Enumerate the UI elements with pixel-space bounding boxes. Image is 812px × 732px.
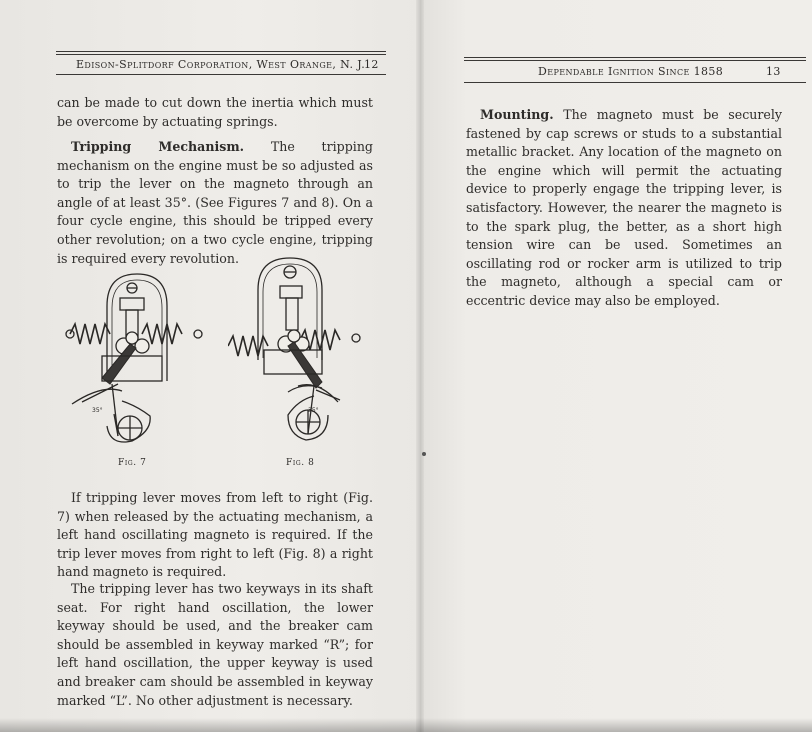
figure-7-caption: Fig. 7 (118, 458, 147, 468)
header-rule-top (56, 51, 386, 52)
tripping-heading: Tripping Mechanism. (71, 139, 245, 154)
page-number-right (766, 65, 781, 78)
header-rule-top-right-2 (464, 60, 806, 61)
company-name: Edison-Splitdorf Corporation, West Orange, N. J. (76, 58, 366, 71)
intro-paragraph: can be made to cut down the inertia which must be overcome by actuating springs. (57, 95, 373, 129)
paper-speck (422, 452, 426, 456)
svg-text:35°: 35° (92, 407, 103, 414)
running-head-right (538, 65, 723, 78)
svg-text:35°: 35° (308, 407, 319, 414)
running-head-title: Dependable Ignition Since 1858 (538, 65, 724, 78)
header-rule-bottom (56, 74, 386, 75)
tripping-body: The tripping mechanism on the engine must be so adjusted as to trip the lever on the magneto through an angle of at least 35°. (See Figures 7 and 8). On a four cycle engine, this should be tripped every other revolution; on a two cycle engine, tripping is required every revolution. (57, 139, 373, 266)
tripping-paragraph (57, 138, 373, 268)
header-rule-top-2 (56, 54, 386, 55)
book-gutter (416, 0, 424, 732)
right-page (420, 0, 812, 732)
page-number-13: 13 (766, 65, 781, 78)
page-bottom-shadow (0, 718, 812, 732)
running-head-left (76, 58, 365, 71)
figure-8-magneto-diagram (228, 250, 378, 450)
keyway-paragraph: The tripping lever has two keyways in its shaft seat. For right hand oscillation, the lower keyway should be used, and the breaker cam should be assembled in keyway marked “R”; for left hand oscillation, the upper keyway is used and breaker cam should be assembled in keyway marked “L”. No other adjustment is necessary. (57, 581, 373, 708)
mounting-heading: Mounting. (480, 107, 554, 122)
figure-7-magneto-diagram (62, 266, 212, 456)
page-number-left (364, 58, 379, 71)
page-number-12: 12 (364, 58, 379, 71)
mounting-body: The magneto must be securely fastened by cap screws or studs to a substantial metallic bracket. Any location of the magneto on the engine which will permit the actuating device to properly engage the tripping lever, is satisfactory. However, the nearer the magneto is to the spark plug, the better, as a short high tension wire can be used. Sometimes an oscillating rod or rocker arm is utilized to trip the magneto, although a special cam or eccentric device may also be employed. (466, 107, 782, 308)
figure-8-caption: Fig. 8 (286, 458, 315, 468)
mounting-paragraph (466, 106, 782, 311)
header-rule-top-right (464, 57, 806, 58)
oscillation-paragraph: If tripping lever moves from left to right (Fig. 7) when released by the actuating mechanism, a left hand oscillating magneto is required. If the trip lever moves from right to left (Fig. 8) a right hand magneto is required. (57, 490, 373, 580)
header-rule-bottom-right (464, 82, 806, 83)
